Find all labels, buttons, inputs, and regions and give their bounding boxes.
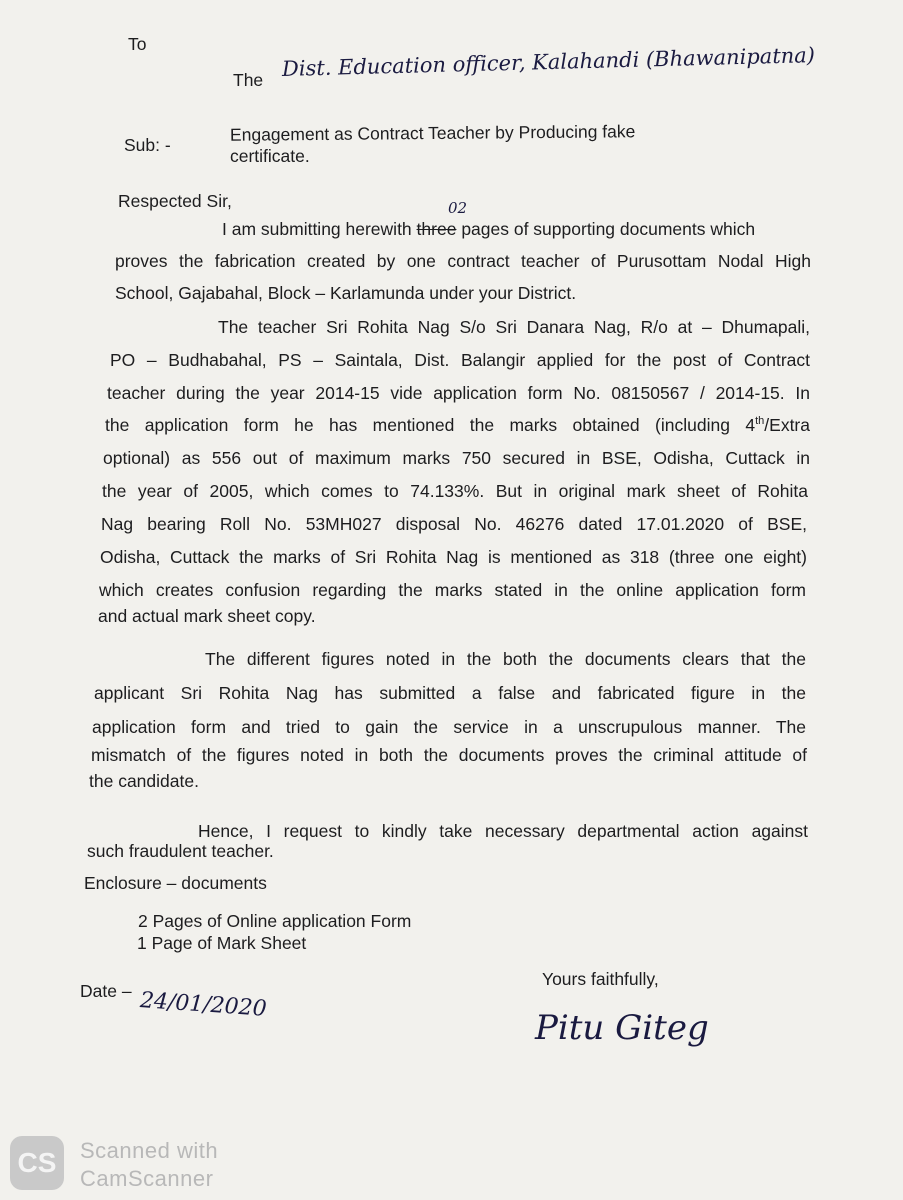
p2-line10: and actual mark sheet copy. [98,606,316,626]
p4-line2: such fraudulent teacher. [87,841,274,861]
date-label: Date – [80,981,132,1001]
p2-line3: teacher during the year 2014-15 vide application form No. 08150567 / 2014-15. In [107,383,810,403]
to-label: To [128,34,147,54]
camscanner-logo: CS [10,1136,64,1190]
subject-line-1: Engagement as Contract Teacher by Producing fake [229,121,636,145]
salutation: Respected Sir, [118,191,232,211]
signature: Pitu Giteg [535,1008,709,1048]
inserted-number-handwritten: 02 [448,199,468,217]
p3-line4: mismatch of the figures noted in both the documents proves the criminal attitude of [91,745,807,765]
p2-line4 [105,414,810,436]
date-handwritten: 24/01/2020 [139,988,268,1022]
struck-word: three [416,219,457,239]
p2-line4-end: /Extra [764,415,810,435]
watermark-line-2: CamScanner [80,1166,214,1191]
p3-line5: the candidate. [89,771,199,791]
enclosure-label: Enclosure – documents [84,873,267,893]
p2-line2: PO – Budhabahal, PS – Saintala, Dist. Balangir applied for the post of Contract [110,350,810,370]
p2-line1: The teacher Sri Rohita Nag S/o Sri Danara Nag, R/o at – Dhumapali, [218,317,810,337]
closing: Yours faithfully, [542,969,659,989]
p2-line8: Odisha, Cuttack the marks of Sri Rohita Nag is mentioned as 318 (three one eight) [100,547,807,567]
p2-line6: the year of 2005, which comes to 74.133%. But in original mark sheet of Rohita [102,481,808,501]
p2-line9: which creates confusion regarding the marks stated in the online application form [99,580,806,600]
p2-line4-text: the application form he has mentioned the marks obtained (including 4 [105,415,756,435]
p3-line2: applicant Sri Rohita Nag has submitted a false and fabricated figure in the [94,683,806,703]
enclosure-item-2: 1 Page of Mark Sheet [137,933,307,953]
p1-line1-before: I am submitting herewith [222,219,412,239]
the-label: The [233,70,264,90]
p1-line1 [222,218,755,240]
p2-line5: optional) as 556 out of maximum marks 750 secured in BSE, Odisha, Cuttack in [103,448,810,468]
subject-label: Sub: - [124,135,171,155]
p1-line2: proves the fabrication created by one contract teacher of Purusottam Nodal High [115,251,811,271]
addressee-handwritten: Dist. Education officer, Kalahandi (Bhawanipatna) [281,43,816,81]
p3-line1: The different figures noted in the both the documents clears that the [205,649,806,669]
enclosure-item-1: 2 Pages of Online application Form [138,911,412,931]
p1-line1-after: pages of supporting documents which [461,219,756,239]
p1-line3: School, Gajabahal, Block – Karlamunda under your District. [115,283,577,303]
p4-line1: Hence, I request to kindly take necessary departmental action against [198,821,808,841]
subject-line-2: certificate. [230,146,310,166]
superscript-th: th [755,415,765,428]
p3-line3: application form and tried to gain the service in a unscrupulous manner. The [92,717,806,737]
watermark-line-1: Scanned with [80,1138,219,1163]
p2-line7: Nag bearing Roll No. 53MH027 disposal No. 46276 dated 17.01.2020 of BSE, [101,514,807,534]
